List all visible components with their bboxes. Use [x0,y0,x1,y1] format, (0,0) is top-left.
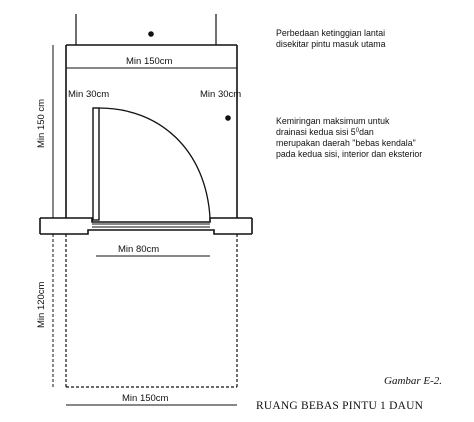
door-leaf [93,108,99,220]
door-width-label: Min 80cm [118,244,160,255]
wall [40,218,252,234]
note-middle-line-2-main: drainasi kedua sisi 5 [276,127,356,137]
note-dot-middle [225,115,231,121]
figure-number: Gambar E-2. [384,375,443,387]
degree-mark: 0 [355,128,360,134]
note-dot-top [148,31,154,37]
right-clearance-label: Min 30cm [200,89,242,100]
note-middle-line-2-tail: dan [359,127,374,137]
note-middle-line-4: pada kedua sisi, interior dan eksterior [276,149,423,159]
door-threshold [92,224,210,227]
note-middle-line-3: merupakan daerah "bebas kendala" [276,138,416,148]
top-width-label: Min 150cm [126,56,173,67]
note-middle-line-2 [276,127,374,137]
note-middle-line-1: Kemiringan maksimum untuk [276,116,390,126]
top-extension-marks [76,14,216,45]
note-top-line-2: disekitar pintu masuk utama [276,39,386,49]
interior-clearance-area [66,45,237,218]
note-top-line-1: Perbedaan ketinggian lantai [276,28,386,38]
figure-title: RUANG BEBAS PINTU 1 DAUN [256,400,424,412]
left-clearance-label: Min 30cm [68,89,110,100]
exterior-clearance-area [66,234,237,387]
bottom-width-label: Min 150cm [122,393,169,404]
door-swing-arc [99,108,210,218]
lower-depth-label: Min 120cm [36,281,47,328]
upper-depth-label: Min 150 cm [36,98,47,148]
